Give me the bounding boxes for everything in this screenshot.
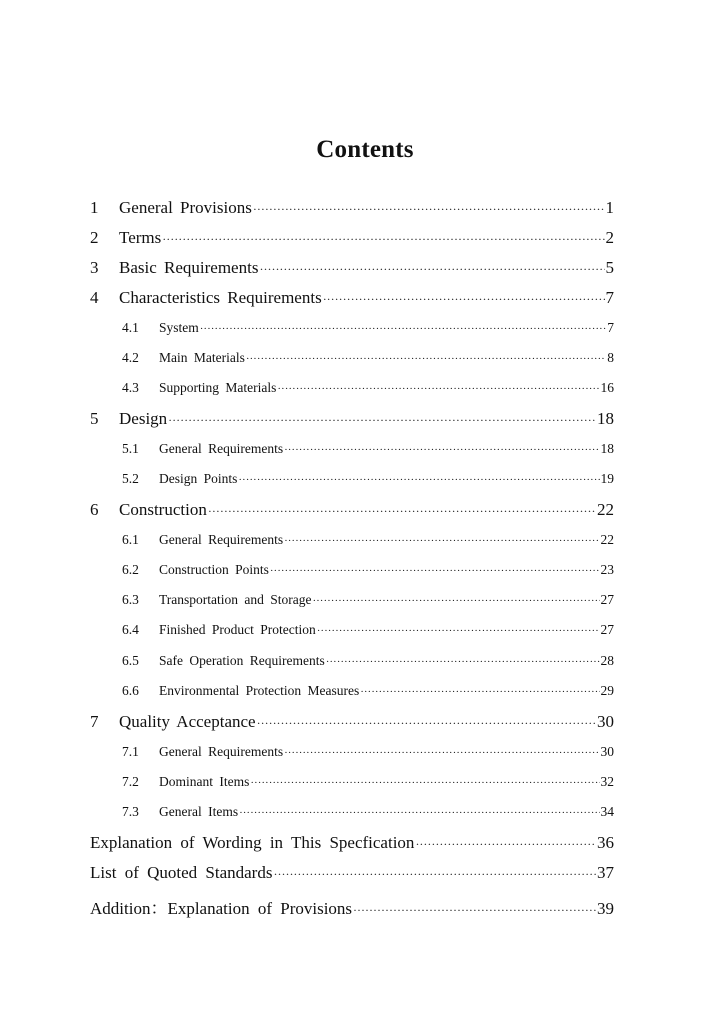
entry-title: System	[159, 320, 199, 335]
toc-entry-section-6-2[interactable]	[122, 562, 614, 582]
dot-leader	[253, 202, 605, 217]
dot-leader	[273, 867, 596, 882]
toc-entry-section-6-5[interactable]	[122, 653, 614, 673]
entry-page-number: 19	[600, 471, 614, 486]
toc-entry-chapter-4[interactable]	[90, 288, 614, 312]
entry-title: Transportation and Storage	[159, 592, 312, 607]
entry-page-number: 27	[600, 622, 614, 637]
entry-number: 6.6	[122, 683, 139, 698]
entry-title: Environmental Protection Measures	[159, 683, 360, 698]
entry-title: Construction	[119, 500, 207, 519]
entry-page-number: 18	[600, 441, 614, 456]
toc-entry-section-7-3[interactable]	[122, 804, 614, 824]
entry-page-number: 39	[597, 899, 614, 918]
toc-entry-section-4-3[interactable]	[122, 380, 614, 400]
entry-page-number: 27	[600, 592, 614, 607]
toc-entry-section-4-1[interactable]	[122, 320, 614, 340]
dot-leader	[326, 656, 600, 668]
entry-number: 6.2	[122, 562, 139, 577]
dot-leader	[246, 353, 606, 365]
entry-number: 7.2	[122, 774, 139, 789]
entry-number: 6	[90, 500, 99, 519]
entry-title: Dominant Items	[159, 774, 250, 789]
dot-leader	[284, 535, 599, 547]
toc-entry-chapter-2[interactable]	[90, 228, 614, 252]
dot-leader	[250, 777, 599, 789]
toc-entry-chapter-1[interactable]	[90, 198, 614, 222]
entry-number: 6.1	[122, 532, 139, 547]
entry-page-number: 16	[600, 380, 614, 395]
toc-entry-wording-explanation[interactable]	[90, 833, 614, 857]
toc-entry-section-5-2[interactable]	[122, 471, 614, 491]
entry-title: Terms	[119, 228, 162, 247]
entry-page-number: 1	[605, 198, 614, 217]
entry-title: General Items	[159, 804, 239, 819]
entry-title: Main Materials	[159, 350, 245, 365]
dot-leader	[323, 292, 605, 307]
dot-leader	[208, 504, 596, 519]
entry-number: 6.3	[122, 592, 139, 607]
dot-leader	[317, 625, 600, 637]
entry-title: Design	[119, 409, 168, 428]
toc-entry-section-6-3[interactable]	[122, 592, 614, 612]
entry-number: 1	[90, 198, 99, 217]
entry-page-number: 22	[600, 532, 614, 547]
entry-page-number: 32	[600, 774, 614, 789]
entry-page-number: 36	[597, 833, 614, 852]
entry-page-number: 7	[607, 320, 614, 335]
dot-leader	[259, 262, 604, 277]
entry-title: General Requirements	[159, 744, 284, 759]
entry-page-number: 2	[605, 228, 614, 247]
entry-page-number: 29	[600, 683, 614, 698]
entry-title: Characteristics Requirements	[119, 288, 322, 307]
dot-leader	[284, 747, 599, 759]
entry-number: 2	[90, 228, 99, 247]
entry-page-number: 28	[600, 653, 614, 668]
dot-leader	[312, 595, 599, 607]
entry-page-number: 30	[600, 744, 614, 759]
toc-entry-chapter-6[interactable]	[90, 500, 614, 524]
entry-page-number: 37	[597, 863, 614, 882]
entry-title: General Provisions	[119, 198, 252, 217]
entry-page-number: 22	[597, 500, 614, 519]
entry-title: Design Points	[159, 471, 238, 486]
toc-entry-chapter-5[interactable]	[90, 409, 614, 433]
dot-leader	[162, 232, 604, 247]
dot-leader	[284, 444, 599, 456]
toc-entry-chapter-3[interactable]	[90, 258, 614, 282]
entry-number: 7.3	[122, 804, 139, 819]
toc-entry-provisions-explanation[interactable]	[90, 894, 614, 918]
entry-number: 4.1	[122, 320, 139, 335]
entry-number: 6.4	[122, 622, 139, 637]
entry-number: 3	[90, 258, 99, 277]
entry-number: 4.3	[122, 380, 139, 395]
entry-title: Supporting Materials	[159, 380, 277, 395]
toc-entry-section-5-1[interactable]	[122, 441, 614, 461]
entry-number: 5.1	[122, 441, 139, 456]
entry-page-number: 5	[605, 258, 614, 277]
entry-title: General Requirements	[159, 441, 284, 456]
dot-leader	[200, 323, 606, 335]
entry-page-number: 30	[597, 712, 614, 731]
toc-entry-chapter-7[interactable]	[90, 712, 614, 736]
toc-entry-section-6-6[interactable]	[122, 683, 614, 703]
entry-number: 5.2	[122, 471, 139, 486]
entry-number: 7	[90, 712, 99, 731]
entry-title: Safe Operation Requirements	[159, 653, 325, 668]
dot-leader	[238, 474, 599, 486]
toc-entry-section-4-2[interactable]	[122, 350, 614, 370]
entry-number: 4.2	[122, 350, 139, 365]
entry-title: Finished Product Protection	[159, 622, 316, 637]
entry-title: Quality Acceptance	[119, 712, 256, 731]
entry-page-number: 18	[597, 409, 614, 428]
entry-number: 4	[90, 288, 99, 307]
entry-page-number: 23	[600, 562, 614, 577]
entry-page-number: 34	[600, 804, 614, 819]
toc-entry-section-6-1[interactable]	[122, 532, 614, 552]
dot-leader	[168, 413, 596, 428]
entry-title: Addition：Explanation of Provisions	[90, 899, 353, 918]
dot-leader	[415, 837, 596, 852]
entry-number: 6.5	[122, 653, 139, 668]
toc-entry-section-7-2[interactable]	[122, 774, 614, 794]
entry-title: Explanation of Wording in This Specfication	[90, 833, 415, 852]
entry-page-number: 8	[607, 350, 614, 365]
dot-leader	[353, 903, 596, 918]
toc-entry-quoted-standards[interactable]	[90, 863, 614, 887]
dot-leader	[360, 686, 599, 698]
dot-leader	[257, 716, 596, 731]
toc-entry-section-6-4[interactable]	[122, 622, 614, 642]
entry-title: General Requirements	[159, 532, 284, 547]
entry-number: 7.1	[122, 744, 139, 759]
toc-entry-section-7-1[interactable]	[122, 744, 614, 764]
entry-title: Basic Requirements	[119, 258, 259, 277]
dot-leader	[277, 383, 599, 395]
entry-title: List of Quoted Standards	[90, 863, 273, 882]
entry-number: 5	[90, 409, 99, 428]
page-title: Contents	[316, 136, 414, 163]
dot-leader	[270, 565, 600, 577]
entry-title: Construction Points	[159, 562, 269, 577]
dot-leader	[239, 807, 599, 819]
entry-page-number: 7	[605, 288, 614, 307]
